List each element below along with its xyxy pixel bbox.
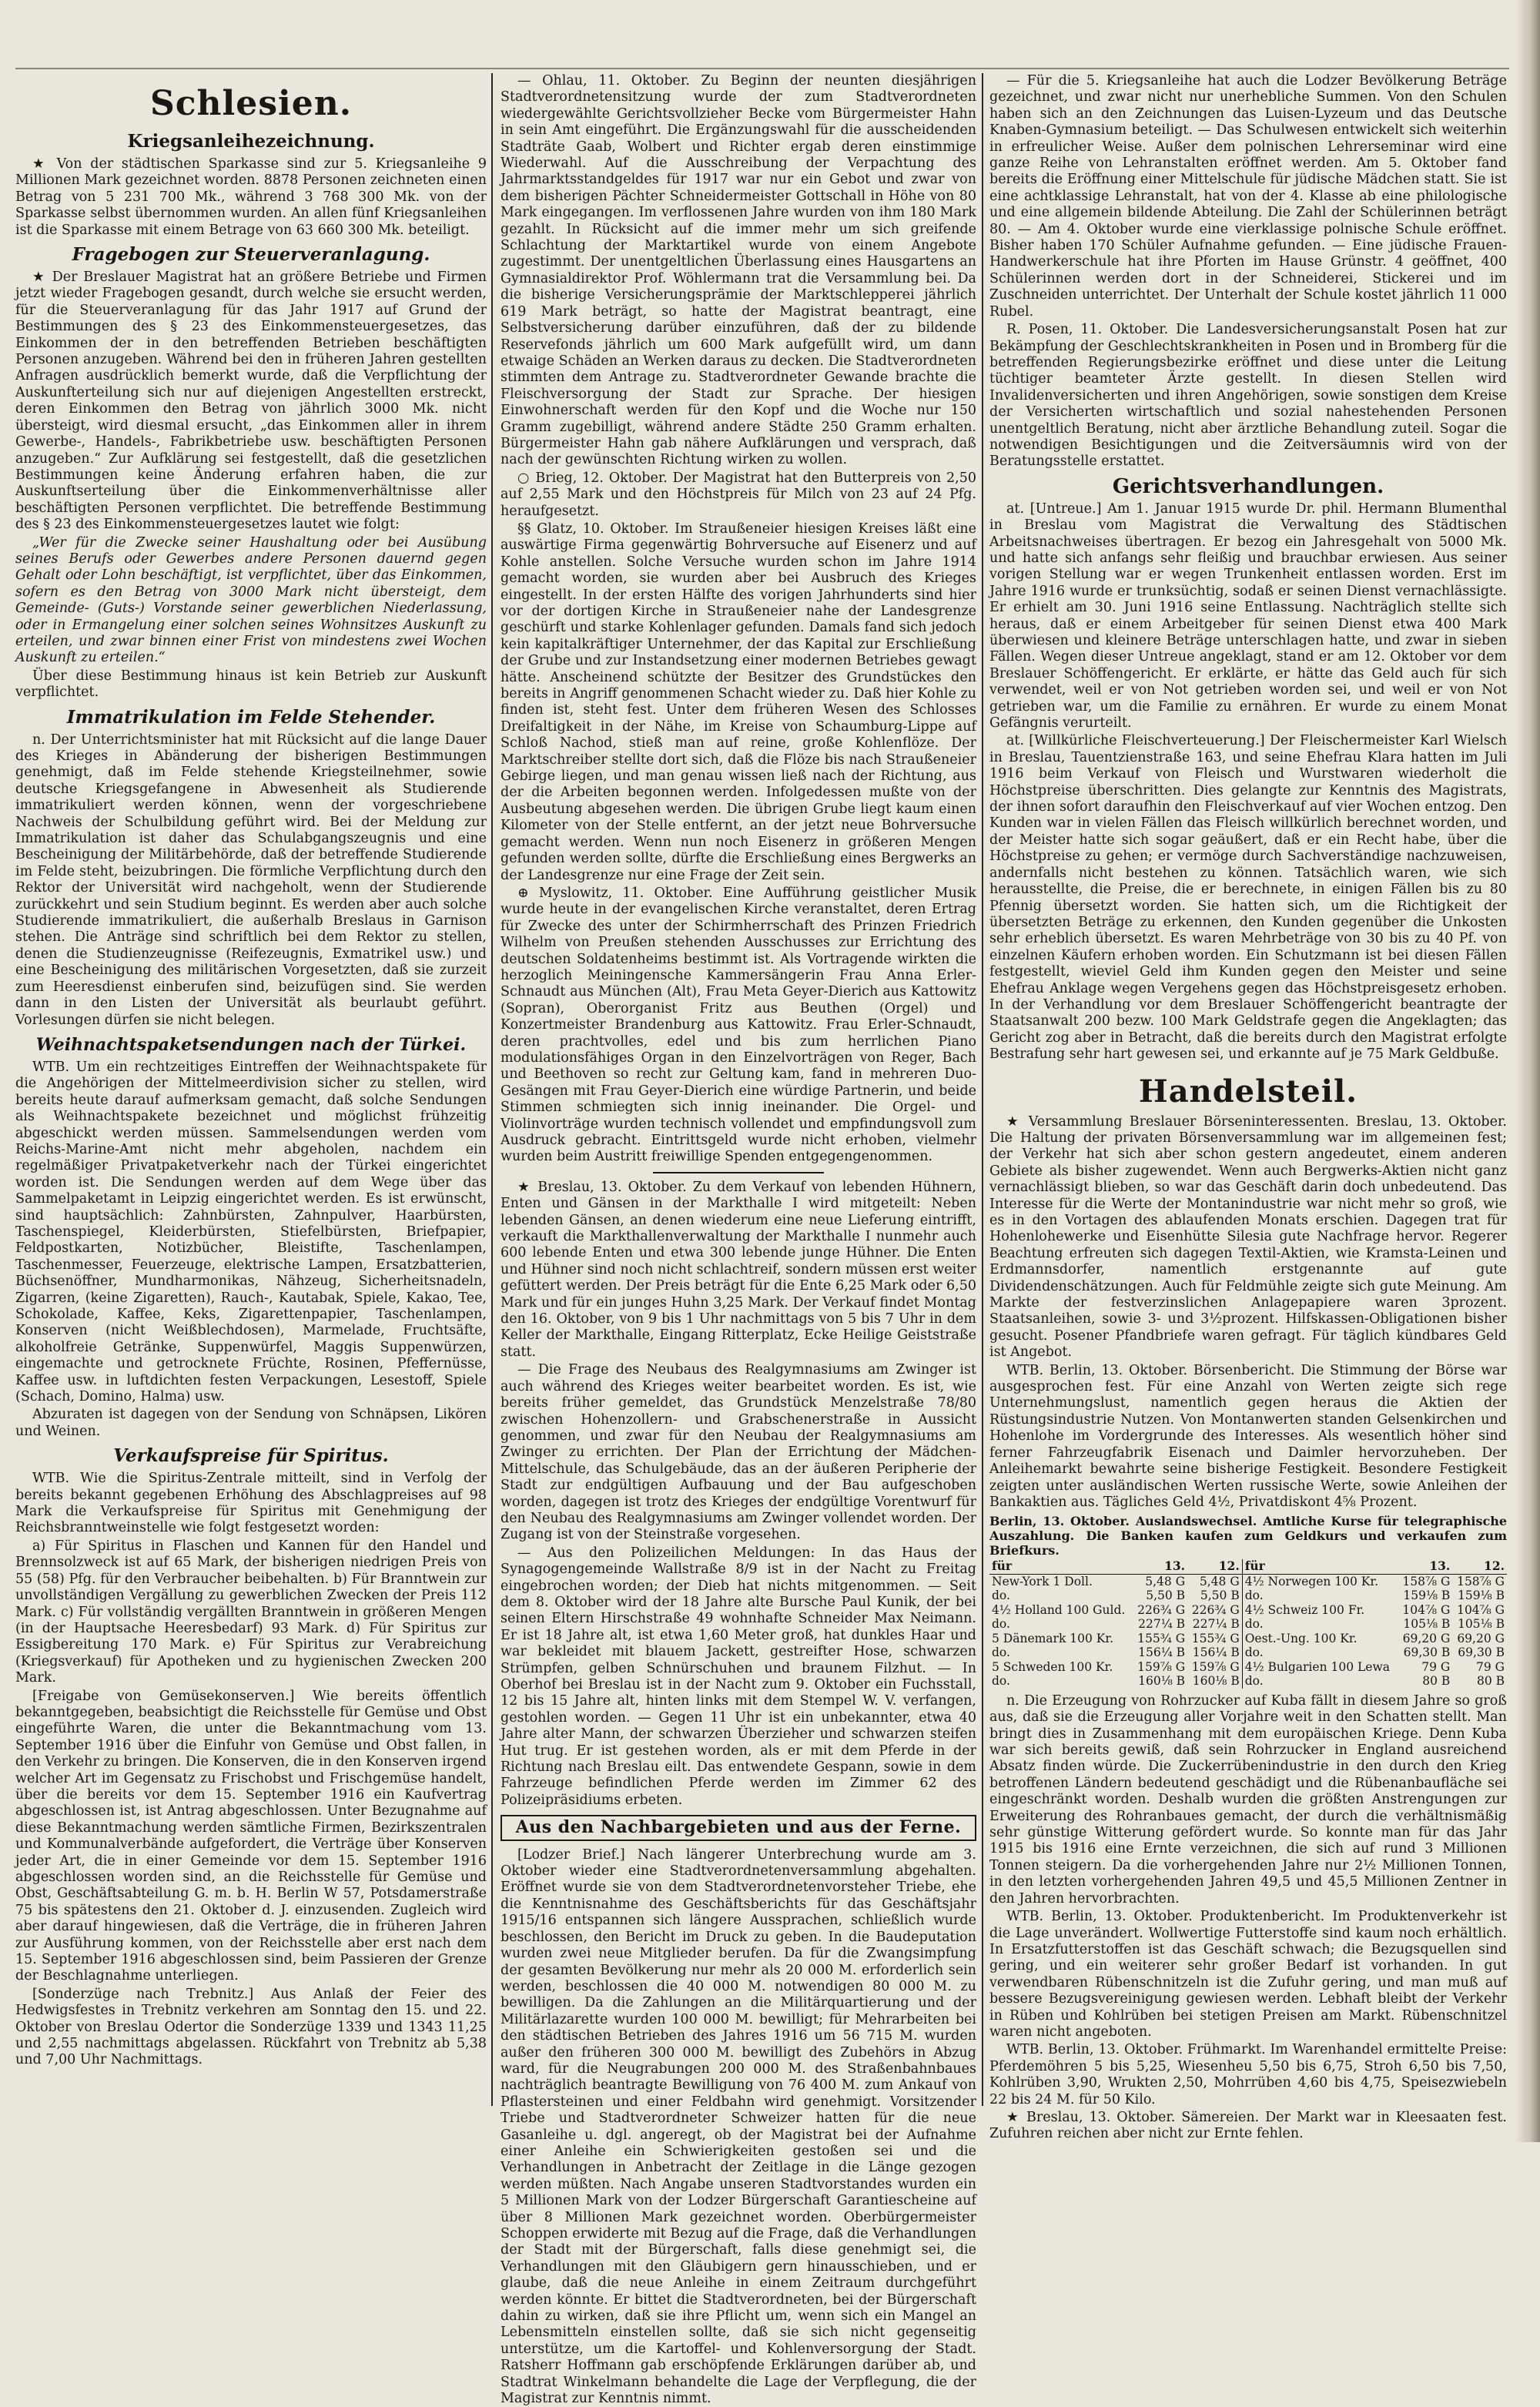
exchange-rates-cell: 5 Dänemark 100 Kr. [992, 1631, 1114, 1645]
exchange-rates-cell: 12. [1452, 1559, 1507, 1574]
exchange-rates-cell: do. [992, 1617, 1010, 1632]
article-lodz-schulen: — Für die 5. Kriegsanleihe hat auch die Lodzer Bevölkerung Beträge gezeichnet, und zwar nicht nur unerhebliche Summen. Von den Schulen haben sich an den Zeichnungen das Luisen-Lyzeum und das Deutsche Knaben-Gymnasium beteiligt. — Das Schulwesen entwickelt sich weiterhin in erfreulicher Weise. Außer dem polnischen Lehrerseminar wird eine ganze Reihe von Lehranstalten eröffnet werden. Am 5. Oktober fand bereits die Eröffnung einer Mittelschule für jüdische Mädchen statt. Sie ist eine achtklassige Lehranstalt, hat von der 4. Klasse ab eine philologische und eine allgemein bildende Abteilung. Die Zahl der Schülerinnen beträgt 80. — Am 4. Oktober wurde eine vierklassige polnische Schule eröffnet. Bisher haben 170 Schüler Aufnahme gefunden. — Eine jüdische Frauen-Handwerkerschule hat ihre Pforten im Hause Grünstr. 4 geöffnet, 400 Schülerinnen werden dort in der Schneiderei, Stickerei und im Zuschneiden unterrichtet. Der Unterhalt der Schule kostet jährlich 11 000 Rubel. [989, 73, 1507, 320]
article-myslowitz: ⊕ Myslowitz, 11. Oktober. Eine Aufführung geistlicher Musik wurde heute in der evangelischen Kirche veranstaltet, deren Ertrag für Zwecke des unter der Schirmherrschaft des Prinzen Friedrich Wilhelm von Preußen stehenden Ausschusses zur Errichtung des deutschen Soldatenheims bestimmt ist. Als Vortragende wirkten die herzoglich Meiningensche Kammersängerin Frau Anna Erler-Schnaudt aus München (Alt), Frau Meta Geyer-Dierich aus Kattowitz (Sopran), Oberorganist Fritz aus Beuthen (Orgel) und Konzertmeister Brandenburg aus Kattowitz. Frau Erler-Schnaudt, deren prachtvolles, edel und bis zum herrlichen Piano modulationsfähiges Organ in den Einzelvorträgen von Reger, Bach und Beethoven so recht zur Geltung kam, fand in mehreren Duo-Gesängen mit Frau Geyer-Dierich eine würdige Partnerin, und beide Stimmen schmiegten sich innig ineinander. Die Orgel- und Violinvorträge wurden technisch vollendet und empfindungsvoll zum Ausdruck gebracht. Eintrittsgeld wurde nicht erhoben, vielmehr wurden beim Austritt freiwillige Spenden entgegengenommen. [500, 885, 976, 1165]
exchange-rates-cell: 104⅞ G [1457, 1602, 1505, 1617]
article-weihnachtspakete-end: Abzuraten ist dagegen von der Sendung von Schnäpsen, Likören und Weinen. [15, 1407, 487, 1439]
section-title-schlesien: Schlesien. [149, 84, 353, 123]
headline-fragebogen: Fragebogen zur Steuerveranlagung. [72, 244, 430, 266]
exchange-rates-cell: 5,50 B [1146, 1588, 1186, 1603]
top-rule [15, 68, 1509, 69]
exchange-rates-cell: 226¾ G [1137, 1602, 1186, 1617]
article-rohrzucker: n. Die Erzeugung von Rohrzucker auf Kuba fällt in diesem Jahre so groß aus, daß sie die Erzeugung aller Vorjahre weit in den Schatten stellt. Man bringt dies in Zusammenhang mit dem europäischen Kriege. Denn Kuba war sich bereits gewiß, daß sein Rohrzucker in England ausreichend Absatz finden würde. Die Zuckerrübenindustrie in den durch den Krieg betroffenen Ländern bedeutend geschädigt und die Rübenanbaufläche sei eingeschränkt worden. Deshalb wurden die größten Anstrengungen zur Erweiterung des Rohranbaues gemacht, der durch die verhältnismäßig sehr günstige Witterung gefördert wurde. So konnte man für das Jahr 1915 bis 1916 eine Ernte verzeichnen, die sich auf rund 3 Millionen Tonnen steigern. Da die vorhergehenden Jahre nur 2½ Millionen Tonnen, in den letzten vorhergehenden Jahren 49,5 und 45,5 Millionen Zentner in den Jahren hervorbrachten. [989, 1692, 1507, 1907]
article-fragebogen-quote: „Wer für die Zwecke seiner Haushaltung oder bei Ausübung seines Berufs oder Gewerbes andere Personen dauernd gegen Gehalt oder Lohn beschäftigt, ist verpflichtet, über das Einkommen, sofern es den Betrag von 3000 Mark nicht übersteigt, dem Gemeinde- (Guts-) Vorstande seiner gewerblichen Niederlassung, oder in Ermangelung einer solchen seines Wohnsitzes Auskunft zu erteilen, und zwar binnen einer Frist von mindestens zwei Wochen Auskunft zu erteilen.“ [15, 534, 487, 666]
exchange-rates-cell: 80 B [1422, 1674, 1451, 1689]
article-fragebogen-end: Über diese Bestimmung hinaus ist kein Betrieb zur Auskunft verpflichtet. [15, 668, 487, 701]
exchange-rates-cell: do. [992, 1645, 1010, 1660]
exchange-rates-heading: Berlin, 13. Oktober. Auslandswechsel. Amtliche Kurse für telegraphische Auszahlung. Die Banken kaufen zum Geldkurs und verkaufen zum Briefkurs. [989, 1514, 1507, 1558]
page-edge-shadow [1515, 0, 1540, 2142]
exchange-rates-row [989, 1660, 1507, 1675]
section-title-handelsteil: Handelsteil. [1138, 1073, 1358, 1110]
exchange-rates-cell: 79 G [1475, 1659, 1505, 1674]
exchange-rates-header-row [989, 1559, 1507, 1574]
exchange-rates-cell: 4½ Holland 100 Guld. [992, 1602, 1126, 1617]
column-rule-1 [491, 73, 493, 2106]
exchange-rates-cell: 13. [1398, 1559, 1453, 1574]
exchange-rates-row [989, 1632, 1507, 1646]
exchange-rates-row [989, 1617, 1507, 1632]
exchange-rates-cell: 227¼ B [1138, 1617, 1186, 1632]
article-spiritus-prices: a) Für Spiritus in Flaschen und Kannen für den Handel und Brennsolzweck ist auf 65 Mark, der bisherigen niedrigen Preis von 55 (58) Pfg. für den Verbraucher beibehalten. b) Für Branntwein zur unvollständigen Vergällung zu gewerblichen Zwecken der Preis 112 Mark. c) Für vollständig vergällten Branntwein in größeren Mengen (in der Hauptsache Heeresbedarf) 93 Mark. d) Für Spiritus zur Essigbereitung 170 Mark. e) Für Spiritus zur Verabreichung (Kriegsverkauf) für Apotheken und zu hygienischen Zwecken 200 Mark. [15, 1538, 487, 1686]
exchange-rates-cell: 69,30 B [1403, 1645, 1451, 1660]
exchange-rates-cell: 160⅛ B [1192, 1674, 1240, 1689]
article-boerse-berlin: WTB. Berlin, 13. Oktober. Börsenbericht. Die Stimmung der Börse war ausgesprochen fest. Für eine Anzahl von Werten zeigte sich rege Unternehmungslust, namentlich gegen heraus die Aktien der Rüstungsindustrie Nutzen. Von Montanwerten standen Gelsenkirchen und Hohenlohe im Vordergrunde des Interesses. Als wesentlich höher sind ferner Fahrzeugfabrik Eisenach und Daimler hervorzuheben. Der Anleihemarkt bewahrte seine bisherige Festigkeit. Besondere Festigkeit zeigten unter ausländischen Werten russische Werte, sowie Anleihen der Bankaktien aus. Tägliches Geld 4½, Privatdiskont 4⅝ Prozent. [989, 1362, 1507, 1510]
article-spiritus: WTB. Wie die Spiritus-Zentrale mitteilt, sind in Verfolg der bereits bekannt gegebenen Erhöhung des Abschlagpreises auf 98 Mark die Verkaufspreise für Spiritus mit Genehmigung der Reichsbranntweinstelle wie folgt festgesetzt worden: [15, 1471, 487, 1536]
article-weihnachtspakete: WTB. Um ein rechtzeitiges Eintreffen der Weihnachtspakete für die Angehörigen der Mittelmeerdivision sicher zu stellen, wird bereits heute darauf aufmerksam gemacht, daß solche Sendungen als Weihnachtspakete bezeichnet und möglichst frühzeitig abgeschickt werden müssen. Sammelsendungen werden vom Reichs-Marine-Amt nicht mehr abgeholen, nachdem ein regelmäßiger Privatpaketverkehr nach der Türkei eingerichtet worden ist. Die Sendungen werden auf dem Wege über das Sammelpaketamt in Leipzig eingerichtet werden. Es ist erwünscht, sind hauptsächlich: Zahnbürsten, Zahnpulver, Haarbürsten, Taschenspiegel, Kleiderbürsten, Stiefelbürsten, Briefpapier, Feldpostkarten, Notizbücher, Bleistifte, Taschenlampen, Taschenmesser, Feuerzeuge, elektrische Lampen, Ersatzbatterien, Büchsenöffner, Mundharmonikas, Nähzeug, Sicherheitsnadeln, Zigarren, (keine Zigaretten), Rauch-, Kautabak, Spiele, Kakao, Tee, Schokolade, Kaffee, Keks, Zigarettenpapier, Taschenlampen, Konserven (nicht Weißblechdosen), Marmelade, Fruchtsäfte, alkoholfreie Getränke, Suppenwürfel, Maggis Suppenwürzen, eingemachte und getrocknete Früchte, Rosinen, Pfeffernüsse, Kaffee usw. in luftdichten festen Verpackungen, Lesestoff, Spiele (Schach, Domino, Halma) usw. [15, 1059, 487, 1405]
article-realgymnasium: — Die Frage des Neubaus des Realgymnasiums am Zwinger ist auch während des Krieges weiter bearbeitet worden. Es ist, wie bereits früher gemeldet, das Grundstück Menzelstraße 78/80 zwischen Hohenzollern- und Grabschenerstraße in Aussicht genommen, und zwar für den Neubau der Realgymnasiums am Zwinger zu errichten. Der Plan der Errichtung der Mädchen-Mittelschule, das Schulgebäude, das an der äußeren Peripherie der Stadt zur endgültigen Aufbauung und der Bau aufgeschoben worden, dagegen ist trotz des Krieges der endgültige Vorentwurf für den Neubau des Realgymnasiums am Zwinger vollendet worden. Der Zugang ist von der Steinstraße vorgesehen. [500, 1362, 976, 1543]
article-produktenbericht: WTB. Berlin, 13. Oktober. Produktenbericht. Im Produktenverkehr ist die Lage unverändert. Wollwertige Futterstoffe sind kaum noch erhältlich. In Ersatzfutterstoffen ist das Geschäft schwach; die Bezugsquellen sind gering, und ein weiterer sehr großer Bedarf ist vorhanden. In gut verwendbaren Rübenschnitzeln ist die Zufuhr gering, und man muß auf bessere Bezugsvereinigung gewiesen werden. Lebhaft bleibt der Verkehr in Rüben und Kohlrüben bei stetigen Preisen am Markt. Rübenschnitzel waren nicht angeboten. [989, 1909, 1507, 2040]
exchange-rates-cell: 156¼ B [1138, 1645, 1186, 1660]
article-sonderzuege: [Sonderzüge nach Trebnitz.] Aus Anlaß der Feier des Hedwigsfestes in Trebnitz verkehren am Sonntag den 15. und 22. Oktober von Breslau Odertor die Sonderzüge 1339 und 1343 11,25 und 2,55 nachmittags abgelassen. Rückfahrt von Trebnitz ab 5,38 und 7,00 Uhr Nachmittags. [15, 1986, 487, 2068]
exchange-rates-block [989, 1514, 1507, 1689]
exchange-rates-cell: 5,50 B [1200, 1588, 1240, 1603]
exchange-rates-cell: 79 G [1421, 1659, 1451, 1674]
column-2 [500, 73, 976, 2407]
exchange-rates-cell: 5,48 G [1145, 1574, 1186, 1588]
exchange-rates-cell: do. [1242, 1617, 1398, 1632]
column-3 [989, 73, 1507, 2142]
article-fragebogen: ★ Der Breslauer Magistrat hat an größere Betriebe und Firmen jetzt wieder Fragebogen gesandt, durch welche sie ersucht werden, für die Steuerveranlagung für das Jahr 1917 auf Grund der Bestimmungen des § 23 des Einkommensteuergesetzes, das Einkommen der in den betreffenden Betrieben beschäftigten Personen anzugeben. Während bei den in früheren Jahren gestellten Anfragen ausdrücklich bemerkt wurde, daß die Verpflichtung der Auskunfterteilung sich nur auf diejenigen Angestellten erstreckt, deren Einkommen den Betrag von jährlich 3000 Mk. nicht übersteigt, wird diesmal ersucht, „das Einkommen aller in ihrem Gewerbe-, Handels-, Fabrikbetriebe usw. beschäftigten Personen anzugeben.“ Zur Aufklärung sei festgestellt, daß die gesetzlichen Bestimmungen keine Änderung erfahren haben, die zur Auskunftserteilung über die Einkommenverhältnisse aller beschäftigten Personen verpflichtet. Die betreffende Bestimmung des § 23 des Einkommensteuergesetzes lautet wie folgt: [15, 269, 487, 533]
exchange-rates-cell: 155¾ G [1137, 1631, 1186, 1645]
exchange-rates-cell: 156¼ B [1192, 1645, 1240, 1660]
exchange-rates-cell: 69,20 G [1402, 1631, 1451, 1645]
exchange-rates-table [989, 1559, 1507, 1689]
column-1 [15, 73, 487, 2106]
exchange-rates-cell: 4½ Bulgarien 100 Lewa [1242, 1660, 1398, 1675]
article-glatz: §§ Glatz, 10. Oktober. Im Straußeneier hiesigen Kreises läßt eine auswärtige Firma gegenwärtig Bohrversuche auf Eisenerz und auf Kohle anstellen. Solche Versuche wurden schon im Jahre 1914 gemacht worden, sie wurden aber bei Ausbruch des Krieges eingestellt. In der ersten Hälfte des vorigen Jahrhunderts sind hier vor der dortigen Kirche in Straußeneier nahe der Landesgrenze geschürft und starke Kohlenlager gefunden. Damals fand sich jedoch kein kapitalkräftiger Unternehmer, der das Kapital zur Erschließung der Grube und zur Instandsetzung einer modernen Betriebes gewagt hätte. Anscheinend schützte der Besitzer des Grundstückes den bereits in Angriff genommenen Schacht wieder zu. Daß hier Kohle zu finden ist, steht fest. Unter dem früheren Wesen des Schlosses Dreifaltigkeit in der Nähe, im Kreise von Schaumburg-Lippe auf Schloß Nachod, stieß man auf reine, große Kohlenflöze. Der Marktschreiber stellte dort sich, daß die Flöze bis nach Straußeneier Gebirge liegen, und man genau wissen ließ nach der Richtung, aus der die Arbeiten begonnen werden. Infolgedessen mußte von der Ausbeutung abgesehen werden. Die übrigen Grube liegt kaum einen Kilometer von der Stelle entfernt, an der jetzt neue Bohrversuche gemacht werden. Wenn nun noch Eisenerz in größeren Mengen gefunden werden sollte, dürfte die Erschließung eines Bergwerks an der Landesgrenze nur eine Frage der Zeit sein. [500, 521, 976, 883]
article-kriegsanleihe: ★ Von der städtischen Sparkasse sind zur 5. Kriegsanleihe 9 Millionen Mark gezeichnet worden. 8878 Personen zeichneten einen Betrag von 5 231 700 Mk., während 3 768 300 Mk. von der Sparkasse selbst übernommen wurden. An allen fünf Kriegsanleihen ist die Sparkasse mit einem Betrage von 63 660 300 Mk. beteiligt. [15, 156, 487, 238]
headline-gerichtsverhandlungen: Gerichtsverhandlungen. [1112, 474, 1384, 498]
article-boerse-breslau: ★ Versammlung Breslauer Börseninteressenten. Breslau, 13. Oktober. Die Haltung der privaten Börsenversammlung war im allgemeinen fest; der Verkehr hat sich aber schon gestern angedeutet, einem anderen Gebiete als bisher zugewendet. Wenn auch Bergwerks-Aktien nicht ganz vernachlässigt blieben, so war das Geschäft darin doch unbedeutend. Das Interesse für die Werte der Montanindustrie war nicht mehr so groß, wie es in den Vortagen des ablaufenden Monats erschien. Dagegen trat für Hohenlohewerke und Eisenhütte Silesia gute Nachfrage hervor. Regerer Beachtung erfreuten sich dagegen Textil-Aktien, wie Kramsta-Leinen und Erdmannsdorfer, namentlich erstgenannte auf gute Dividendenschätzungen. Auch für Feldmühle zeigte sich gute Meinung. Am Markte der festverzinslichen Anlagepapiere waren 3prozent. Staatsanleihen, sowie 3- und 3½prozent. Hilfskassen-Obligationen bisher gesucht. Posener Pfandbriefe waren gefragt. Für täglich kündbares Geld ist Angebot. [989, 1113, 1507, 1361]
exchange-rates-cell: 13. [1133, 1559, 1187, 1574]
exchange-rates-cell: Oest.-Ung. 100 Kr. [1242, 1632, 1398, 1646]
article-untreue: at. [Untreue.] Am 1. Januar 1915 wurde Dr. phil. Hermann Blumenthal in Breslau vom Magistrat die Verwaltung des Städtischen Arbeitsnachweises übertragen. Er bezog ein Jahresgehalt von 5000 Mk. und hatte sich anfangs sehr fleißig und brauchbar erwiesen. Aus seiner vorigen Stellung war er wegen Trunkenheit entlassen worden. Erst im Jahre 1916 wurde er trunksüchtig, sodaß er seinen Dienst vernachlässigte. Er erhielt am 30. Juni 1916 seine Entlassung. Nachträglich stellte sich heraus, daß er einem Arbeitgeber für seinen Dienst etwa 400 Mark überwiesen und kleinere Beträge unterschlagen hatte, und zwar in sieben Fällen. Wegen dieser Untreue angeklagt, stand er am 12. Oktober vor dem Breslauer Schöffengericht. Er erklärte, er hätte das Geld auch für sich verwendet, weil er von Not getrieben worden sei, und weil er von Not getrieben war, um die Familie zu ernähren. Er wurde zu einem Monat Gefängnis verurteilt. [989, 500, 1507, 731]
exchange-rates-cell: do. [992, 1588, 1010, 1603]
article-polizei: — Aus den Polizeilichen Meldungen: In das Haus der Synagogengemeinde Wallstraße 8/9 ist in der Nacht zu Freitag eingebrochen worden; der Dieb hat nichts mitgenommen. — Seit dem 8. Oktober wird der 18 Jahre alte Bursche Paul Kunik, der bei seinen Eltern Hirschstraße 49 wohnhafte Schneider Max Neimann. Er ist 18 Jahre alt, ist etwa 1,60 Meter groß, hat dunkles Haar und war bekleidet mit blauem Jackett, gestreifter Hose, schwarzen Strümpfen, gelben Schnürschuhen und braunem Filzhut. — In Oberhof bei Breslau ist in der Nacht zum 9. Oktober ein Fuchsstall, 12 bis 15 Jahre alt, hinten links mit dem Stempel W. V. verfangen, gestohlen worden. — Gegen 11 Uhr ist ein unbekannter, etwa 40 Jahre alter Mann, der schwarzen Überzieher und schwarzen steifen Hut trug. Er ist gestehen worden, als er mit dem Pferde in der Richtung nach Breslau eilt. Das entwendete Gespann, sowie in dem Fahrzeuge befindlichen Pferde werden im Zimmer 62 des Polizeipräsidiums erbeten. [500, 1545, 976, 1808]
article-saemereien: ★ Breslau, 13. Oktober. Sämereien. Der Markt war in Kleesaaten fest. Zufuhren reichen aber nicht zur Ernte fehlen. [989, 2109, 1507, 2142]
exchange-rates-cell: 69,30 B [1458, 1645, 1505, 1660]
exchange-rates-cell: do. [1242, 1588, 1398, 1603]
headline-spiritus: Verkaufspreise für Spiritus. [113, 1445, 389, 1467]
article-fruehmarkt: WTB. Berlin, 13. Oktober. Frühmarkt. Im Warenhandel ermittelte Preise: Pferdemöhren 5 bis 5,25, Wiesenheu 5,50 bis 6,75, Stroh 6,50 bis 7,50, Kohlrüben 3,90, Wrukten 2,50, Mohrrüben 4,60 bis 4,75, Speisezwiebeln 22 bis 24 M. für 50 Kilo. [989, 2042, 1507, 2107]
article-fleischverteuerung: at. [Willkürliche Fleischverteuerung.] Der Fleischermeister Karl Wielsch in Breslau, Tauentzienstraße 163, und seine Ehefrau Klara hatten im Juli 1916 beim Verkauf von Fleisch und Wurstwaren wiederholt die Höchstpreise überschritten. Dies gelangte zur Kenntnis des Magistrats, der ihnen sofort daraufhin den Fleischverkauf auf vier Wochen entzog. Den Kunden war in vielen Fällen das Fleisch willkürlich berechnet worden, und der Meister hatte sich sogar geäußert, daß er ein Recht habe, über die Höchstpreise zu gehen; er vermöge durch Sachverständige nachzuweisen, andernfalls nicht bestehen zu können. Tatsächlich waren, wie sich herausstellte, die Preise, die er berechnete, in einigen Fällen bis zu 80 Pfennig übersetzt worden. Sie hatten sich, um die Richtigkeit der übersetzten Beträge zu erkennen, den Kunden gegenüber die Unkosten sehr erheblich übersetzt. Es waren Mehrbeträge von 30 bis zu 40 Pf. von einzelnen Käufern erhoben worden. Ein Schutzmann ist bei diesen Fällen festgestellt, wieviel Geld ihm Kunden gegen den Meister und seine Ehefrau Anklage wegen Vergehens gegen das Höchstpreisgesetz erhoben. In der Verhandlung vor dem Breslauer Schöffengericht beantragte der Staatsanwalt 200 bezw. 100 Mark Geldstrafe gegen die Angeklagten; das Gericht zog aber in Betracht, daß die bereits durch den Magistrat erfolgte Bestrafung sehr hart gewesen sei, und erkannte auf je 75 Mark Geldbuße. [989, 733, 1507, 1063]
headline-kriegsanleihe: Kriegsanleihezeichnung. [127, 131, 375, 152]
headline-nachbargebiete: Aus den Nachbargebieten und aus der Ferne. [500, 1815, 976, 1840]
article-brieg: ○ Brieg, 12. Oktober. Der Magistrat hat den Butterpreis von 2,50 auf 2,55 Mark und den Höchstpreis für Milch von 23 auf 24 Pfg. heraufgesetzt. [500, 470, 976, 519]
exchange-rates-row [989, 1588, 1507, 1603]
exchange-rates-cell: 159⅛ B [1458, 1588, 1505, 1603]
headline-weihnachtspakete: Weihnachtspaketsendungen nach der Türkei. [35, 1034, 467, 1055]
exchange-rates-cell: 159⅞ G [1191, 1659, 1240, 1674]
exchange-rates-cell: 226¾ G [1191, 1602, 1240, 1617]
exchange-rates-cell: 227¼ B [1192, 1617, 1240, 1632]
article-immatrikulation: n. Der Unterrichtsminister hat mit Rücksicht auf die lange Dauer des Krieges in Abänderung der bisherigen Bestimmungen genehmigt, daß im Felde stehende Kriegsteilnehmer, sowie deutsche Kriegsgefangene in Abwesenheit als Studierende immatrikuliert werden können, wenn der vorgeschriebene Nachweis der Schulbildung geführt wird. Bei der Meldung zur Immatrikulation ist daher das Schulabgangszeugnis und eine Bescheinigung der Militärbehörde, daß der betreffende Studierende im Felde steht, beizubringen. Die förmliche Verpflichtung durch den Rektor der Universität wird nachgeholt, wenn der Studierende zurückkehrt und sein Studium beginnt. Es werden aber auch solche Studierende immatrikuliert, die außerhalb Breslaus in Garnison stehen. Die Anträge sind schriftlich bei dem Rektor zu stellen, denen die Studienzeugnisse (Reifezeugnis, Exmatrikel usw.) und eine Bescheinigung des militärischen Vorgesetzten, daß sie zurzeit zum Heeresdienst einberufen sind, beizufügen sind. Sie werden dann in den Listen der Universität als beurlaubt geführt. Vorlesungen dürfen sie nicht belegen. [15, 731, 487, 1028]
exchange-rates-cell: 105⅛ B [1458, 1617, 1505, 1632]
exchange-rates-cell: 155¾ G [1191, 1631, 1240, 1645]
exchange-rates-cell: do. [1242, 1645, 1398, 1660]
exchange-rates-cell: 158⅞ G [1457, 1574, 1505, 1588]
exchange-rates-row [989, 1603, 1507, 1618]
exchange-rates-cell: 159⅛ B [1403, 1588, 1451, 1603]
exchange-rates-cell: 159⅞ G [1137, 1659, 1186, 1674]
exchange-rates-cell: 105⅛ B [1403, 1617, 1451, 1632]
article-posen: R. Posen, 11. Oktober. Die Landesversicherungsanstalt Posen hat zur Bekämpfung der Geschlechtskrankheiten in Posen und in Bromberg für die betreffenden Regierungsbezirke eröffnet und diese unter die Leitung tüchtiger beamteter Ärzte gestellt. In diesen Stellen wird Invalidenversicherten und ihren Angehörigen, sowie sonstigen dem Kreise der Versicherten wirtschaftlich und sozial nahestehenden Personen unentgeltlich Beratung, nicht aber ärztliche Behandlung zuteil. Sogar die notwendigen Besichtigungen und die Zeitversäumnis wird von der Beratungsstelle erstattet. [989, 322, 1507, 470]
exchange-rates-cell: 69,20 G [1457, 1631, 1505, 1645]
exchange-rates-cell: für [1242, 1559, 1398, 1574]
exchange-rates-cell: do. [1242, 1674, 1398, 1689]
exchange-rates-cell: 5,48 G [1199, 1574, 1240, 1588]
exchange-rates-cell: do. [992, 1674, 1010, 1689]
exchange-rates-row [989, 1645, 1507, 1660]
exchange-rates-cell: 12. [1187, 1559, 1242, 1574]
headline-immatrikulation: Immatrikulation im Felde Stehender. [66, 706, 436, 728]
article-breslau-markthalle: ★ Breslau, 13. Oktober. Zu dem Verkauf von lebenden Hühnern, Enten und Gänsen in der Markthalle I wird mitgeteilt: Neben lebenden Gänsen, an denen wiederum eine neue Lieferung eintrifft, verkauft die Markthallenverwaltung der Markthalle I nunmehr auch 600 lebende Enten und etwa 300 lebende junge Hühner. Die Enten und Hühner sind noch nicht schlachtreif, sondern müssen erst weiter gefüttert werden. Der Preis beträgt für die Ente 6,25 Mark oder 6,50 Mark und für ein junges Huhn 3,25 Mark. Der Verkauf findet Montag den 16. Oktober, von 9 bis 1 Uhr nachmittags von 5 bis 7 Uhr in dem Keller der Markthalle, Eingang Ritterplatz, Ecke Heilige Geiststraße statt. [500, 1179, 976, 1360]
exchange-rates-cell: für [989, 1559, 1133, 1574]
exchange-rates-cell: 4½ Norwegen 100 Kr. [1242, 1574, 1398, 1588]
exchange-rates-cell: 160⅛ B [1138, 1674, 1186, 1689]
exchange-rates-cell: 5 Schweden 100 Kr. [992, 1659, 1113, 1674]
article-lodzer-brief: [Lodzer Brief.] Nach längerer Unterbrechung wurde am 3. Oktober wieder eine Stadtverordnetenversammlung abgehalten. Eröffnet wurde sie von dem Stadtverordnetenvorsteher Triebe, ehe die Kenntnisnahme des Geschäftsberichts für das Geschäftsjahr 1915/16 entspannen sich längere Aussprachen, schließlich wurde beschlossen, den Bericht im Druck zu geben. In die Baudeputation wurden zwei neue Mitglieder berufen. Da für die Zwangsimpfung der gesamten Bevölkerung nur mehr als 20 000 M. erforderlich sein werden, beschlossen die 40 000 M. notwendigen 80 000 M. zu bewilligen. Da die Zahlungen an die Militärquartierung und der Militärlazarette wurden 100 000 M. bewilligt; für Mehrarbeiten bei den städtischen Betrieben des Jahres 1916 um 56 715 M. wurden außer den früheren 300 000 M. bewilligt des Zubehörs in Abzug ward, für die Neugrabungen 200 000 M. des Straßenbahnbaues nachträglich beantragte Bewilligung von 76 400 M. zum Ankauf von Pflastersteinen und einer Feldbahn wird genehmigt. Vorsitzender Triebe und Stadtverordneter Schweizer hatten für die neue Gasanleihe u. dgl. angeregt, ob der Magistrat bei der Aufnahme einer Anleihe ein Schwierigkeiten gestoßen sei und die Verhandlungen in Anbetracht der Zeitlage in die Länge gezogen werden müßten. Nach Angabe unseren Stadtvorstandes wurden ein 5 Millionen Mark von der Lodzer Bürgerschaft Garantiescheine auf über 8 Millionen Mark gezeichnet worden. Oberbürgermeister Schoppen erwiderte mit Bezug auf die Frage, daß die Verhandlungen der Stadt mit der Bürgerschaft, falls diese genehmigt sei, die Verhandlungen mit den Gläubigern gern hinausschieben, und er glaube, daß die neue Anleihe in einem Zeitraum durchgeführt werden könnte. Er bittet die Stadtverordneten, bei der Bürgerschaft dahin zu wirken, daß sie ihre Pflicht um, wenn sich ein Mangel an Lebensmitteln einstellen sollte, daß sie sich nicht gegenseitig unterstütze, um die Kartoffel- und Kohlenversorgung der Stadt. Ratsherr Hoffmann gab erschöpfende Erklärungen darüber ab, und Stadtrat Winkelmann behandelte die Lage der Verpflegung, die der Magistrat zur Kenntnis nimmt. [500, 1846, 976, 2407]
column-rule-2 [982, 73, 983, 2106]
separator [653, 1172, 824, 1173]
exchange-rates-cell: 4½ Schweiz 100 Fr. [1242, 1603, 1398, 1618]
exchange-rates-cell: New-York 1 Doll. [992, 1574, 1093, 1588]
exchange-rates-cell: 104⅞ G [1402, 1602, 1451, 1617]
exchange-rates-cell: 158⅞ G [1402, 1574, 1451, 1588]
article-gemuesekonserven: [Freigabe von Gemüsekonserven.] Wie bereits öffentlich bekanntgegeben, beabsichtigt die Reichsstelle für Gemüse und Obst eingeführte Waren, die unter die Bekanntmachung vom 13. September 1916 über die Einfuhr von Gemüse und Obst fallen, in den Verkehr zu bringen. Die Konserven, die in den Konserven irgend welcher Art im Gegensatz zu Frischobst und Frischgemüse handelt, über die bereits vor dem 15. September 1916 ein Kaufvertrag abgeschlossen ist, ist Antrag abgeschlossen. Unter Bezugnahme auf diese Bekanntmachung werden sämtliche Firmen, Bezirkszentralen und Kommunalverbände aufgefordert, die Verträge über Konserven jeder Art, die in einer Gemeinde vor dem 15. September 1916 abgeschlossen worden sind, an die Reichsstelle für Gemüse und Obst, Geschäftsabteilung G. m. b. H. Berlin W 57, Potsdamerstraße 75 bis spätestens den 21. Oktober d. J. einzusenden. Zugleich wird aber darauf hingewiesen, daß die Verträge, die in früheren Jahren zur Ausführung kommen, von der Reichsstelle aber erst nach dem 15. September 1916 abgeschlossen sind, beim Passieren der Grenze der Beschlagnahme unterliegen. [15, 1688, 487, 1984]
exchange-rates-row [989, 1674, 1507, 1689]
exchange-rates-row [989, 1574, 1507, 1588]
exchange-rates-cell: 80 B [1476, 1674, 1505, 1689]
article-ohlau: — Ohlau, 11. Oktober. Zu Beginn der neunten diesjährigen Stadtverordnetensitzung wurde der zum Stadtverordneten wiedergewählte Gerichtsvollzieher Becke vom Bürgermeister Hahn in sein Amt eingeführt. Die Ergänzungswahl für die ausscheidenden Stadträte Gaab, Wolbert und Richter ergab deren einstimmige Wiederwahl. Auf die Ausschreibung der Verpachtung des Jahrmarktsstandgeldes für 1917 war nur ein Gebot und zwar von dem bisherigen Pächter Schneidermeister Gottschall in Höhe von 80 Mark eingegangen. Im verflossenen Jahre wurden von ihm 180 Mark gezahlt. In Rücksicht auf die immer mehr um sich greifende Schlachtung der Marktartikel wurde von einem Angebote zugestimmt. Der unentgeltlichen Überlassung eines Hausgartens an Gymnasialdirektor Prof. Wöhlermann trat die Versammlung bei. Da die bisherige Versicherungsprämie der Marktschlepperei jährlich 619 Mark beträgt, so hatte der Magistrat beantragt, eine Selbstversicherung darüber einzuführen, daß der zu bildende Reservefonds jährlich um 600 Mark aufgefüllt wird, um dann etwaige Schäden an Werken daraus zu decken. Die Stadtverordneten stimmten dem Antrage zu. Stadtverordneter Gewande brachte die Fleischversorgung der Stadt zur Sprache. Der hiesigen Einwohnerschaft werden für den Kopf und die Woche nur 150 Gramm zugebilligt, während andere Städte 250 Gramm erhalten. Bürgermeister Hahn gab nähere Aufklärungen und versprach, daß nach der gewünschten Richtung wirken zu wollen. [500, 73, 976, 468]
